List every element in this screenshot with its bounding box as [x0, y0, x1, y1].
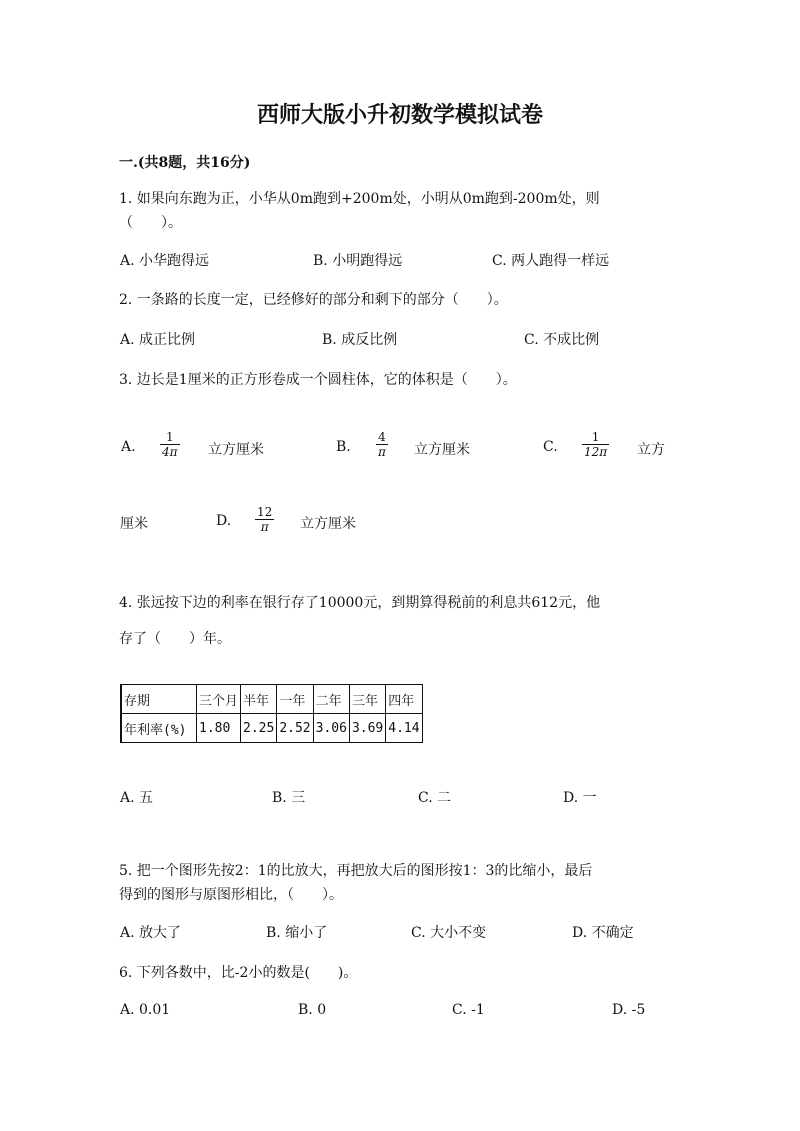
q3-d-numerator: 12	[257, 505, 273, 519]
q3-option-a-label: A.	[121, 439, 136, 455]
table-header-cell: 存期	[121, 685, 197, 714]
q3-text: 3. 边长是1厘米的正方形卷成一个圆柱体，它的体积是（ ）。	[119, 372, 517, 388]
q3-option-b-fraction	[376, 430, 388, 459]
q3-option-c-unit: 立方	[637, 442, 665, 458]
page-title: 西师大版小升初数学模拟试卷	[256, 102, 543, 128]
q2-option-b: B. 成反比例	[322, 332, 398, 348]
q3-option-d-unit: 立方厘米	[300, 516, 356, 532]
table-cell: 年利率(%)	[121, 714, 197, 743]
q1-text-line1: 1. 如果向东跑为正，小华从0m跑到+200m处，小明从0m跑到-200m处，则	[119, 191, 600, 207]
q1-option-a: A. 小华跑得远	[120, 253, 210, 269]
q1-option-b: B. 小明跑得远	[313, 253, 403, 269]
q3-a-denominator: 4π	[162, 445, 178, 459]
q4-option-c: C. 二	[418, 790, 452, 806]
q3-c-numerator: 1	[591, 430, 600, 444]
q3-option-a-unit: 立方厘米	[208, 442, 264, 458]
q5-text-line1: 5. 把一个图形先按2：1的比放大，再把放大后的图形按1：3的比缩小，最后	[119, 863, 593, 879]
q3-option-c-label: C.	[543, 439, 558, 455]
q4-text-line2: 存了（ ）年。	[119, 631, 231, 647]
table-cell: 2.52	[277, 714, 313, 743]
q3-option-b-unit: 立方厘米	[414, 442, 470, 458]
q3-d-denominator: π	[255, 519, 274, 534]
table-header-cell: 三年	[349, 685, 385, 714]
q3-a-numerator: 1	[165, 430, 174, 444]
table-row	[121, 714, 422, 743]
q2-option-a: A. 成正比例	[120, 332, 196, 348]
table-header-row	[121, 685, 422, 714]
q5-option-a: A. 放大了	[120, 925, 182, 941]
q4-option-b: B. 三	[272, 790, 306, 806]
table-header-cell: 三个月	[197, 685, 241, 714]
q4-text-line1: 4. 张远按下边的利率在银行存了10000元，到期算得税前的利息共612元，他	[119, 595, 601, 611]
q2-text: 2. 一条路的长度一定，已经修好的部分和剩下的部分（ ）。	[119, 292, 508, 308]
table-cell: 2.25	[241, 714, 277, 743]
q3-option-c-fraction	[582, 430, 609, 459]
q3-option-b-label: B.	[336, 439, 351, 455]
table-header-cell: 一年	[277, 685, 313, 714]
q6-option-d: D. -5	[612, 1002, 646, 1018]
q5-option-d: D. 不确定	[572, 925, 634, 941]
q3-option-a-fraction	[160, 430, 180, 459]
q5-text-line2: 得到的图形与原图形相比，（ ）。	[119, 887, 343, 903]
table-header-cell: 二年	[313, 685, 349, 714]
q6-text: 6. 下列各数中，比-2小的数是( )。	[119, 965, 358, 981]
q1-option-c: C. 两人跑得一样远	[492, 253, 610, 269]
interest-rate-table	[120, 684, 423, 743]
q3-option-c-unit-cont: 厘米	[120, 516, 148, 532]
q5-option-c: C. 大小不变	[411, 925, 487, 941]
table-cell: 3.69	[349, 714, 385, 743]
q3-option-d-label: D.	[216, 513, 232, 529]
q4-option-a: A. 五	[120, 790, 154, 806]
table-cell: 3.06	[313, 714, 349, 743]
q6-option-b: B. 0	[298, 1002, 327, 1018]
q1-text-line2: （ ）。	[119, 215, 182, 231]
q3-option-d-fraction	[255, 505, 274, 534]
q3-b-denominator: π	[378, 445, 386, 459]
q2-option-c: C. 不成比例	[524, 332, 600, 348]
table-header-cell: 四年	[386, 685, 422, 714]
q5-option-b: B. 缩小了	[266, 925, 328, 941]
section-heading: 一.(共8题，共16分)	[119, 155, 251, 171]
q3-b-numerator: 4	[378, 430, 386, 444]
table-cell: 4.14	[386, 714, 422, 743]
q3-c-denominator: 12π	[584, 445, 608, 459]
q4-option-d: D. 一	[563, 790, 597, 806]
q6-option-c: C. -1	[452, 1002, 485, 1018]
table-cell: 1.80	[197, 714, 241, 743]
table-header-cell: 半年	[241, 685, 277, 714]
q6-option-a: A. 0.01	[120, 1002, 171, 1018]
